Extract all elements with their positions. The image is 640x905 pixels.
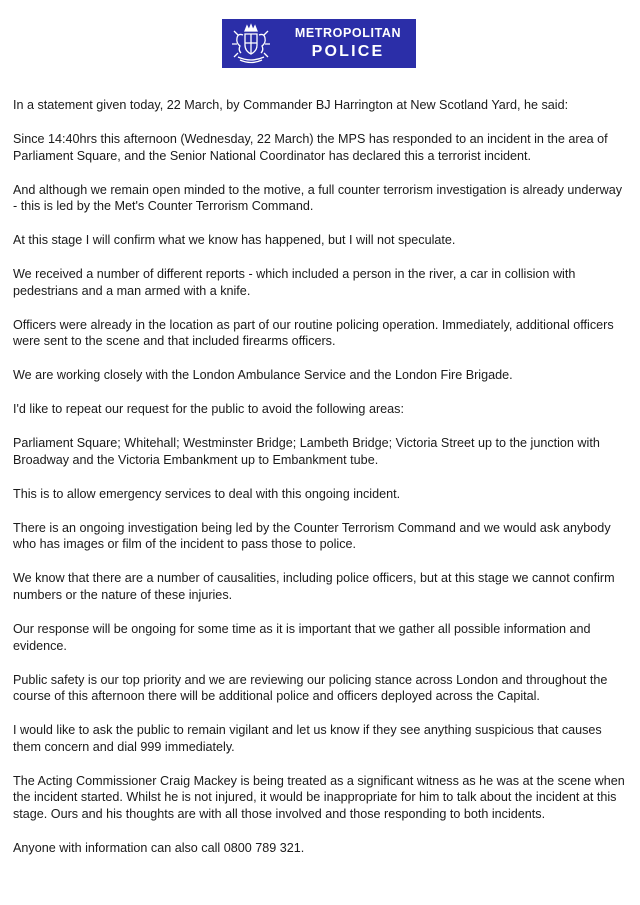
paragraph: We know that there are a number of causalities, including police officers, but at this stage we cannot confirm numbers or the nature of these injuries. [13,571,615,602]
paragraph: We received a number of different reports - which included a person in the river, a car in collision with pedestrians and a man armed with a knife. [13,267,576,298]
paragraph: Parliament Square; Whitehall; Westminster Bridge; Lambeth Bridge; Victoria Street up to the junction with Broadway and the Victoria Embankment up to Embankment tube. [13,436,600,467]
statement-body [13,97,627,874]
logo-line-police: POLICE [311,42,385,60]
logo-wordmark [280,27,416,60]
paragraph: Since 14:40hrs this afternoon (Wednesday, 22 March) the MPS has responded to an incident in the area of Parliament Square, and the Senior National Coordinator has declared this a terrorist incident. [13,131,608,163]
police-crest-icon [222,19,280,68]
paragraph: And although we remain open minded to the motive, a full counter terrorism investigation is already underway - this is led by the Met's Counter Terrorism Command. [13,182,623,214]
paragraph: There is an ongoing investigation being led by the Counter Terrorism Command and we would ask anybody who has images or film of the incident to pass those to police. [13,520,611,552]
paragraph: At this stage I will confirm what we know has happened, but I will not speculate. [13,233,456,248]
paragraph: The Acting Commissioner Craig Mackey is being treated as a significant witness as he was at the scene when the incident started. Whilst he is not injured, it would be inappropriate for him to talk about the incident at this stage. Ours and his thoughts are with all those involved and those responding to both incidents. [13,773,625,821]
paragraph: Anyone with information can also call 0800 789 321. [13,840,305,855]
paragraph: I'd like to repeat our request for the public to avoid the following areas: [13,402,404,417]
paragraph: This is to allow emergency services to deal with this ongoing incident. [13,486,401,501]
paragraph: We are working closely with the London Ambulance Service and the London Fire Brigade. [13,368,513,383]
paragraph: Our response will be ongoing for some time as it is important that we gather all possible information and evidence. [13,621,591,653]
met-police-logo [222,19,416,68]
paragraph: I would like to ask the public to remain vigilant and let us know if they see anything suspicious that causes them concern and dial 999 immediately. [13,723,602,754]
paragraph: In a statement given today, 22 March, by Commander BJ Harrington at New Scotland Yard, he said: [13,98,569,112]
logo-line-metropolitan: METROPOLITAN [294,26,402,41]
paragraph: Officers were already in the location as part of our routine policing operation. Immediately, additional officers were sent to the scene and that included firearms officers. [13,317,614,349]
paragraph: Public safety is our top priority and we are reviewing our policing stance across London and throughout the course of this afternoon there will be additional police and officers deployed across the Capital. [13,672,608,704]
